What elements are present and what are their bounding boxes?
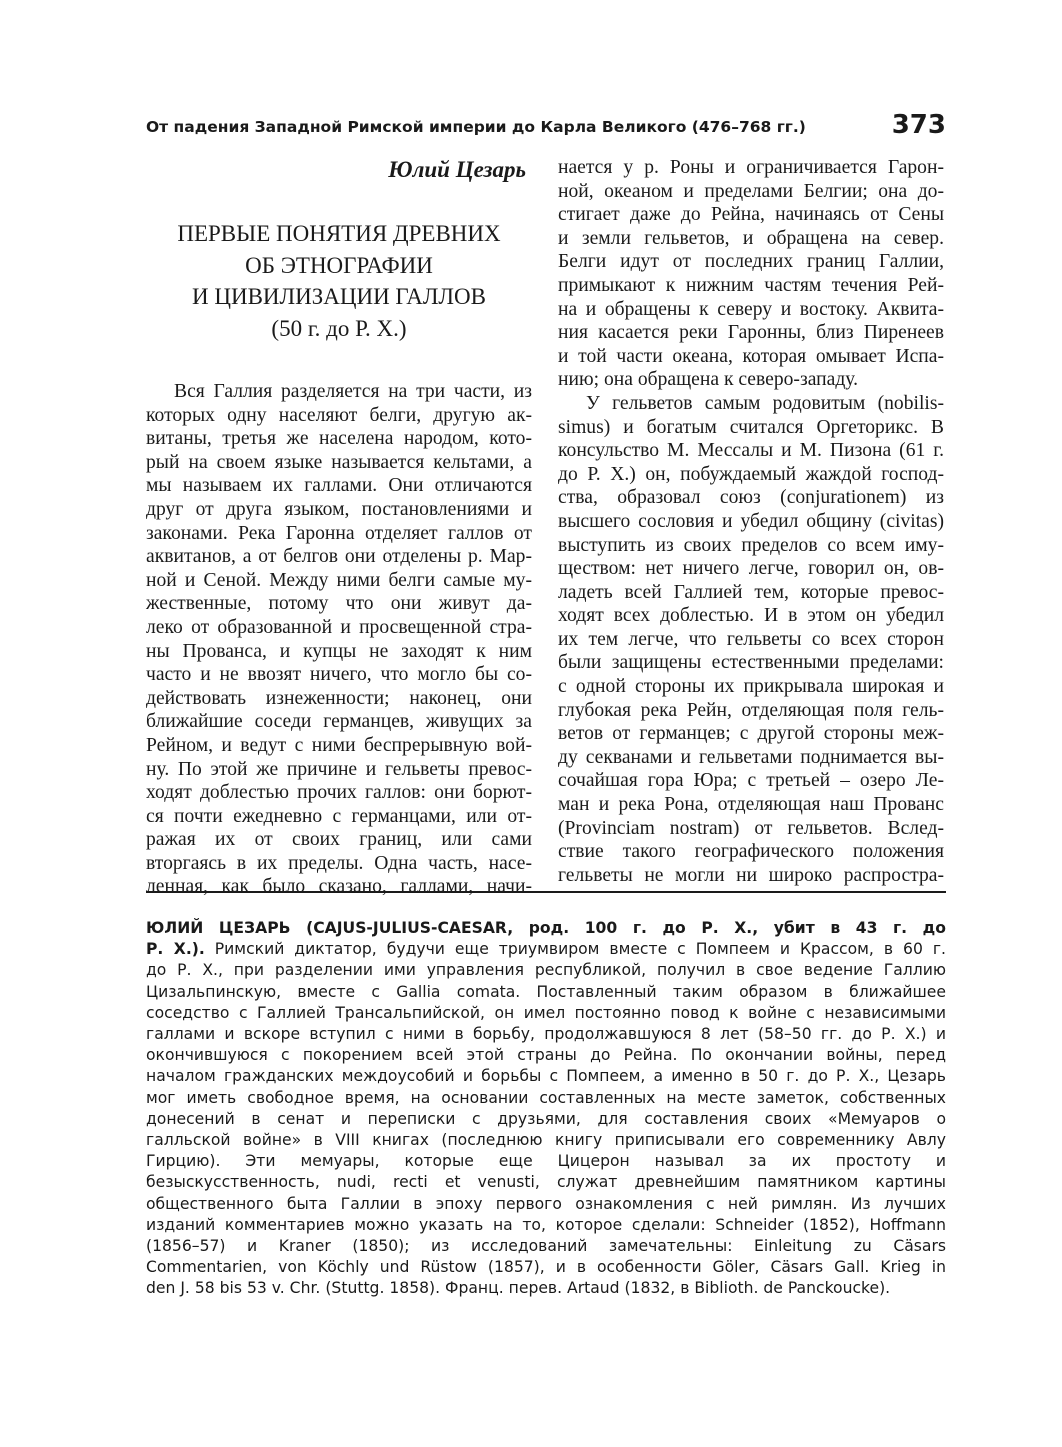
page-header xyxy=(146,110,946,150)
text-line: сочайшая гора Юра; с третьей – озеро Ле- xyxy=(558,770,944,792)
text-line: ства, образовал союз (conjurationem) из xyxy=(558,487,944,509)
text-line: были защищены естественными пределами: xyxy=(558,652,944,674)
title-line: (50 г. до Р. Х.) xyxy=(271,315,407,341)
text-line: ны Прованса, и купцы не заходят к ним xyxy=(146,640,532,662)
text-line: и той части океана, которая омывает Испа- xyxy=(558,345,944,367)
text-line: ся почти ежедневно с германцами, или от- xyxy=(146,805,532,827)
text-line: Рейном, и ведут с ними беспрерывную вой- xyxy=(146,734,532,756)
footnote-line: донесений в сенат и переписки с друзьями, для составления своих «Мемуаров о xyxy=(146,1109,946,1128)
footnote-line: (1856–57) и Kraner (1850); из исследований замечательны: Einleitung zu Cäsars xyxy=(146,1237,946,1256)
footnote-line: галлами и вскоре вступил с ними в борьбу, продолжавшуюся 8 лет (58–50 гг. до Р. Х.) и xyxy=(146,1025,946,1044)
footnote-line: изданий комментариев можно указать на то, которое сделали: Schneider (1852), Hoffmann xyxy=(146,1215,946,1234)
text-line: ществом: нет ничего легче, говорил он, ов- xyxy=(558,558,944,580)
text-line: нается у р. Роны и ограничивается Гарон- xyxy=(558,157,944,178)
text-line: ходят доблестью прочих галлов: они борют- xyxy=(146,782,532,804)
footnote-line: den J. 58 bis 53 v. Chr. (Stuttg. 1858). Франц. перев. Artaud (1832, в Biblioth. de Panckoucke). xyxy=(146,1279,891,1298)
text-line: вторгаясь в их пределы. Одна часть, насе- xyxy=(146,852,532,874)
text-line: simus) и богатым считался Оргеторикс. В xyxy=(558,416,944,438)
text-line: ветов от германцев; с другой стороны меж- xyxy=(558,723,944,745)
text-line: ражая их от своих границ, или сами xyxy=(146,829,532,851)
text-line: (Provinciam nostram) от гельветов. Вслед- xyxy=(558,817,944,839)
footnote-line: до Р. Х., при разделении ими управления республикой, получил в свое ведение Галлию xyxy=(146,961,946,980)
footnote-line: соседство с Галлией Трансальпийской, он имел постоянно повод к войне с независимыми xyxy=(146,1003,946,1022)
footnote-line: Commentarien, von Köchly und Rüstow (1857), и в особенности Göler, Cäsars Gall. Krieg in xyxy=(146,1258,946,1277)
text-line: глубокая река Рейн, отделяющая поля гель- xyxy=(558,699,944,721)
footnote-line: безыскусственность, nudi, recti et venusti, служат древнейшим памятником картины xyxy=(146,1173,946,1192)
text-line: действовать изнеженности; наконец, они xyxy=(146,687,532,709)
left-body-text xyxy=(146,380,532,899)
text-line: жественные, потому что они живут да- xyxy=(146,593,532,615)
text-line: ния касается реки Гаронны, близ Пиренеев xyxy=(558,322,944,344)
text-line: аквитанов, а от белгов они отделены р. Мар- xyxy=(146,546,532,568)
left-column xyxy=(146,156,532,899)
text-line: гельветы не могли ни широко распростра- xyxy=(558,864,944,886)
text-line: на и обращены к северу и востоку. Аквита- xyxy=(558,298,944,320)
footnote-line: началом гражданских междоусобий и борьбы с Помпеем, а именно в 50 г. до Р. Х., Цезарь xyxy=(146,1067,946,1086)
footnote-line: галльской войне» в VIII книгах (последнюю книгу приписывали его современнику Авлу xyxy=(146,1131,946,1150)
text-line: ду секванами и гельветами поднимается вы- xyxy=(558,746,944,768)
text-line: ленная, как было сказано, галлами, начи- xyxy=(146,876,532,898)
right-body-text xyxy=(558,156,944,887)
text-line: часто и не ввозят ничего, что могло бы со- xyxy=(146,664,532,686)
title-line: ПЕРВЫЕ ПОНЯТИЯ ДРЕВНИХ xyxy=(177,221,501,246)
text-line: У гельветов самым родовитым (nobilis- xyxy=(586,392,944,414)
right-column xyxy=(558,156,944,887)
text-line: ну. По этой же причине и гельветы превос- xyxy=(146,758,532,780)
text-line: примыкают к нижним частям течения Рей- xyxy=(558,274,944,296)
footnote-divider xyxy=(146,891,946,893)
text-line: ной и Сеной. Между ними белги самые му- xyxy=(146,569,532,591)
footnote-body xyxy=(146,960,946,1299)
text-line: ближайшие соседи германцев, живущих за xyxy=(146,711,532,733)
text-line: стигает даже до Рейна, начинаясь от Сены xyxy=(558,204,944,226)
text-line: с одной стороны их прикрывала широкая и xyxy=(558,676,944,698)
title-line: И ЦИВИЛИЗАЦИИ ГАЛЛОВ xyxy=(191,284,486,309)
page-number: 373 xyxy=(891,110,946,140)
text-line: выступить из своих пределов со всем иму- xyxy=(558,534,944,556)
text-line: высшего сословия и убедил общину (civitas) xyxy=(558,510,944,532)
text-line: витаны, третья же населена народом, кото- xyxy=(146,428,532,450)
footnote-line: Цизальпинскую, вместе с Gallia comata. Поставленный таким образом в ближайшее xyxy=(146,982,946,1001)
text-line: которых одну населяют белги, другую ак- xyxy=(146,404,532,426)
footnote-heading-continued xyxy=(146,939,946,960)
text-line: ладеть всей Галлией тем, которые превос- xyxy=(558,581,944,603)
text-line: и земли гельветов, и обращена на север. xyxy=(558,227,944,249)
text-line: их тем легче, что гельветы со всех сторон xyxy=(558,628,944,650)
running-title: От падения Западной Римской империи до Карла Великого (476–768 гг.) xyxy=(146,118,806,136)
text-line: леко от образованной и просвещенной стра- xyxy=(146,616,532,638)
text-line: мы называем их галлами. Они отличаются xyxy=(146,475,532,497)
text-line: ман и река Рона, отделяющая наш Прованс xyxy=(558,794,944,816)
text-line: ствие такого географического положения xyxy=(558,841,944,863)
text-line: консульство М. Мессалы и М. Пизона (61 г. xyxy=(558,440,944,462)
footnote-heading: ЮЛИЙ ЦЕЗАРЬ (CAJUS-JULIUS-CAESAR, род. 100 г. до Р. Х., убит в 43 г. до xyxy=(146,919,946,937)
footnote-line: Гирцию). Эти мемуары, которые еще Цицерон называл за их простоту и xyxy=(146,1152,946,1171)
text-line: ной, океаном и пределами Белгии; она до- xyxy=(558,180,944,202)
footnote-line: окончившуюся с покорением всей этой страны до Рейна. По окончании войны, перед xyxy=(146,1046,946,1065)
text-line: рый на своем языке называется кельтами, а xyxy=(146,451,532,473)
article-author: Юлий Цезарь xyxy=(388,157,526,182)
footnote-text-start: Римский диктатор, будучи еще триумвиром вместе с Помпеем и Крассом, в 60 г. xyxy=(204,940,946,959)
text-line: Вся Галлия разделяется на три части, из xyxy=(174,381,532,402)
text-line: законами. Река Гаронна отделяет галлов от xyxy=(146,522,532,544)
text-line: нию; она обращена к северо-западу. xyxy=(558,369,859,391)
text-line: до Р. Х.) он, побуждаемый жаждой господ- xyxy=(558,463,944,485)
title-line: ОБ ЭТНОГРАФИИ xyxy=(245,252,433,278)
text-line: Белги идут от последних границ Галлии, xyxy=(558,251,944,273)
footnote-heading-end: Р. Х.). xyxy=(146,940,205,959)
text-line: друг от друга языком, постановлениями и xyxy=(146,498,532,520)
footnote-line: мог иметь свободное время, на основании составленных на месте заметок, собственных xyxy=(146,1088,946,1107)
article-title xyxy=(146,218,532,344)
text-line: ходят всех доблестью. И в этом он убедил xyxy=(558,605,944,627)
footnote xyxy=(146,918,946,1300)
footnote-line: общественного быта Галлии в эпоху первого ознакомления с ней римлян. Из лучших xyxy=(146,1194,946,1213)
